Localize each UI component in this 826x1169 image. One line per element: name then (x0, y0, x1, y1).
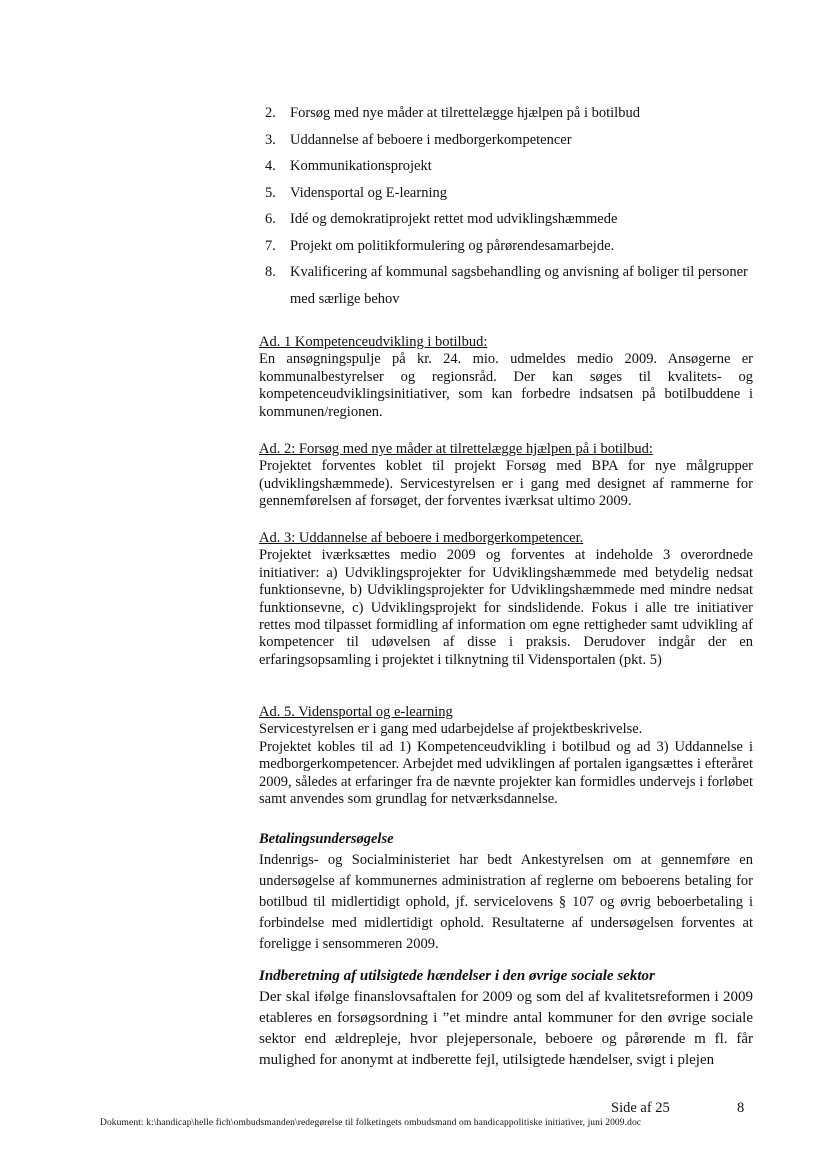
page-number: 8 (737, 1100, 745, 1116)
section-body-line: Servicestyrelsen er i gang med udarbejdelse af projektbeskrivelse. (259, 721, 643, 738)
section-betaling (259, 829, 753, 955)
section-body: Projektet kobles til ad 1) Kompetenceudvikling i botilbud og ad 3) Uddannelse i medborgerkompetencer. Arbejdet med udviklingen af portalen igangsættes i efteråret 2009, således at erfaringer fra de nævnte projekter kan formidles undervejs i forløbet samt anvendes som grundlag for netværksdannelse. (259, 738, 753, 808)
section-body: Indenrigs- og Socialministeriet har bedt Ankestyrelsen om at gennemføre en undersøgelse af kommunernes administration af reglerne om beboerens betaling for botilbud til midlertidigt ophold, jf. servicelovens § 107 og øvrig beboerbetaling i forbindelse med midlertidigt ophold. Resultaterne af undersøgelsen forventes at foreligge i sensommeren 2009. (259, 852, 753, 952)
list-item: 6. Idé og demokratiprojekt rettet mod udviklingshæmmede (265, 211, 618, 227)
section-ad3 (259, 530, 753, 669)
document-path: Dokument: k:\handicap\helle fich\ombudsmanden\redegørelse til folketingets ombudsmand om handicappolitiske initiativer, juni 2009.doc (100, 1118, 642, 1128)
list-item: 3. Uddannelse af beboere i medborgerkompetencer (265, 131, 572, 148)
section-heading: Betalingsundersøgelse (259, 831, 394, 847)
section-indberetning (259, 966, 753, 1071)
section-body: Der skal ifølge finanslovsaftalen for 2009 og som del af kvalitetsreformen i 2009 etableres en forsøgsordning i ”et mindre antal kommuner for den øvrige sociale sektor end ældrepleje, hvor plejepersonale, beboere og pårørende m fl. får mulighed for anonymt at indberette fejl, utilsigtede hændelser, svigt i plejen (259, 989, 753, 1068)
section-ad2 (259, 441, 753, 511)
list-item: 5. Vidensportal og E-learning (265, 184, 447, 201)
section-ad1 (259, 334, 753, 421)
section-heading: Ad. 5. Vidensportal og e-learning (259, 704, 453, 720)
section-body: Projektet iværksættes medio 2009 og forventes at indeholde 3 overordnede initiativer: a) Udviklingsprojekter for Udviklingshæmmede med betydelig nedsat funktionsevne, b) Udviklingsprojekter for Udviklingshæmmede med mindre nedsat funktionsevne, c) Udviklingsprojekt for sindslidende. Fokus i alle tre initiativer rettes mod tilpasset formidling af information om egne rettigheder samt udvikling af kompetencer til udøvelsen af disse i praksis. Derudover indgår der en erfaringsopsamling i projektet i tilknytning til Vidensportalen (pkt. 5) (259, 547, 753, 668)
section-body: Projektet forventes koblet til projekt Forsøg med BPA for nye målgrupper (udviklingshæmmede). Servicestyrelsen er i gang med designet af rammerne for gennemførelsen af forsøget, der forventes iværksat ultimo 2009. (259, 458, 753, 510)
section-ad5 (259, 704, 753, 808)
section-body: En ansøgningspulje på kr. 24. mio. udmeldes medio 2009. Ansøgerne er kommunalbestyrelser og regionsråd. Der kan søges til kvalitets- og kompetenceudviklingsinitiativer, som kan forbedre indsatsen på botilbuddene i kommunen/regionen. (259, 351, 753, 420)
list-item: 2. Forsøg med nye måder at tilrettelægge hjælpen på i botilbud (265, 105, 640, 121)
initiative-list (265, 100, 765, 312)
section-heading: Indberetning af utilsigtede hændelser i den øvrige sociale sektor (259, 968, 655, 984)
list-item: 7. Projekt om politikformulering og pårørendesamarbejde. (265, 237, 615, 254)
section-heading: Ad. 2: Forsøg med nye måder at tilrettelægge hjælpen på i botilbud: (259, 441, 653, 457)
section-heading: Ad. 1 Kompetenceudvikling i botilbud: (259, 334, 488, 350)
section-heading: Ad. 3: Uddannelse af beboere i medborgerkompetencer. (259, 530, 584, 546)
page-side-label: Side af 25 (611, 1100, 670, 1116)
list-item: 4. Kommunikationsprojekt (265, 158, 432, 174)
list-item: 8. Kvalificering af kommunal sagsbehandling og anvisning af boliger til personer med særlige behov (265, 264, 748, 307)
